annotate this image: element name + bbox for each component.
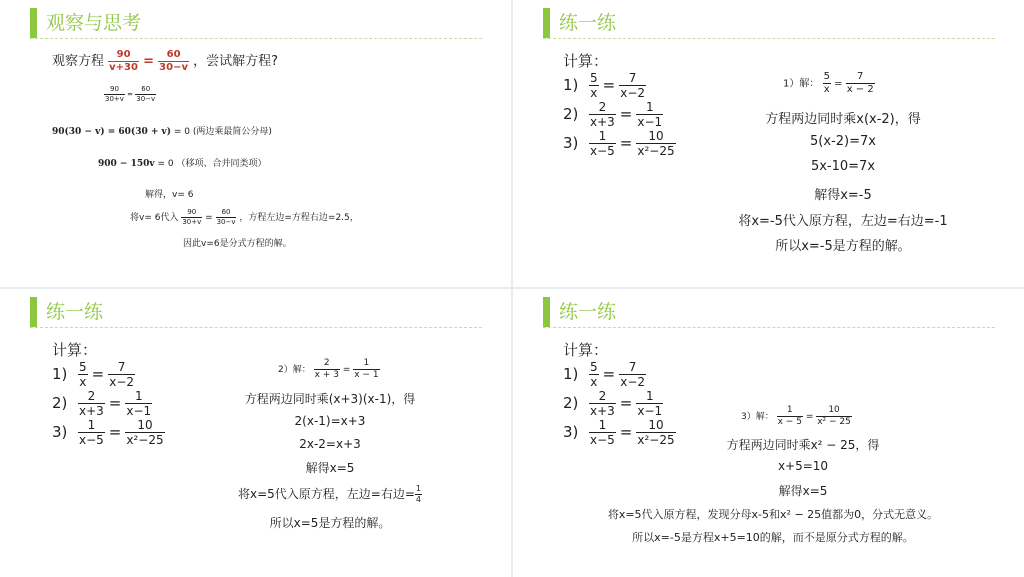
solution-header: 3）解： $\frac{1}{x - 5}$ = $\frac{10}{\text{x² − 25}}$ bbox=[741, 405, 851, 427]
exercise-item-2: 2) $\frac{2}{x+3}$ = $\frac{1}{x-1}$ bbox=[563, 100, 663, 129]
title-accent-bar bbox=[543, 297, 550, 327]
slide-practice-3 bbox=[513, 289, 1024, 577]
slide-practice-2 bbox=[0, 289, 511, 577]
title-divider bbox=[30, 38, 482, 39]
solution-line-5: 将x=5代入原方程，左边=右边= $\frac{1}{4}$ bbox=[238, 484, 421, 504]
exercise-item-2: 2) $\frac{2}{x+3}$ = $\frac{1}{x-1}$ bbox=[563, 389, 663, 418]
slide-title: 练一练 bbox=[46, 301, 104, 323]
intro-fraction-left: $\frac{90}{v+30}$ bbox=[109, 49, 138, 73]
intro-fraction-right: $\frac{60}{30-v}$ bbox=[159, 49, 188, 73]
exercise-item-3: 3) $\frac{1}{x-5}$ = $\frac{10}{\text{x²−25}}$ bbox=[52, 418, 164, 447]
slide-observe-think bbox=[0, 0, 511, 287]
solution-line-6: 所以x=5是方程的解。 bbox=[269, 516, 391, 530]
solution-line-1: 方程两边同时乘x(x-2)，得 bbox=[765, 112, 921, 127]
title-divider bbox=[30, 327, 482, 328]
solution-line-3: 解得x=5 bbox=[778, 484, 828, 498]
exercise-heading: 计算： bbox=[563, 52, 609, 70]
exercise-item-2: 2) $\frac{2}{x+3}$ = $\frac{1}{x-1}$ bbox=[52, 389, 152, 418]
solution-line-4: 解得x=-5 bbox=[814, 188, 872, 203]
slide-practice-1 bbox=[513, 0, 1024, 287]
step-solve: 解得，v= 6 bbox=[145, 190, 194, 200]
solution-line-3: 5x-10=7x bbox=[810, 159, 876, 174]
slide-title: 观察与思考 bbox=[46, 12, 142, 34]
exercise-item-3: 3) $\frac{1}{x-5}$ = $\frac{10}{\text{x²−25}}$ bbox=[563, 129, 675, 158]
equation-restated: $\frac{90}{30+v}$ = $\frac{60}{30-v}$ bbox=[105, 85, 156, 103]
solution-line-2: x+5=10 bbox=[777, 459, 829, 473]
solution-line-4: 解得x=5 bbox=[305, 461, 355, 475]
step-simplify: 900 − 150v = 0 （移项、合并同类项） bbox=[98, 159, 267, 169]
intro-question: 观察方程 $\frac{90}{v+30}$ = $\frac{60}{30-v}$ ，尝试解方程? bbox=[52, 49, 279, 73]
exercise-item-3: 3) $\frac{1}{x-5}$ = $\frac{10}{\text{x²−25}}$ bbox=[563, 418, 675, 447]
solution-line-6: 所以x=-5是方程的解。 bbox=[775, 239, 911, 254]
exercise-heading: 计算： bbox=[563, 341, 609, 359]
exercise-item-1: 1) $\frac{5}{x}$ = $\frac{7}{x-2}$ bbox=[563, 360, 646, 389]
solution-line-2: 5(x-2)=7x bbox=[810, 134, 876, 149]
title-accent-bar bbox=[30, 297, 37, 327]
title-divider bbox=[543, 327, 995, 328]
exercise-item-1: 1) $\frac{5}{x}$ = $\frac{7}{x-2}$ bbox=[563, 71, 646, 100]
solution-line-2: 2(x-1)=x+3 bbox=[294, 414, 366, 428]
step-multiply: 90(30 − v) = 60(30 + v) = 0 (两边乘最简公分母) bbox=[52, 127, 272, 137]
exercise-heading: 计算： bbox=[52, 341, 98, 359]
slide-title: 练一练 bbox=[559, 12, 617, 34]
step-check: 将v= 6代入 $\frac{90}{30+v}$ = $\frac{60}{30-v}$ ，方程左边=方程右边=2.5， bbox=[130, 208, 359, 226]
conclusion: 因此v=6是分式方程的解。 bbox=[183, 239, 292, 249]
solution-line-5: 将x=-5代入原方程，左边=右边=-1 bbox=[738, 214, 948, 229]
solution-line-4: 将x=5代入原方程，发现分母x-5和x² − 25值都为0，分式无意义。 bbox=[607, 508, 939, 521]
solution-line-3: 2x-2=x+3 bbox=[299, 437, 361, 451]
solution-header: 1）解： $\frac{5}{x}$ = $\frac{7}{x - 2}$ bbox=[783, 71, 874, 95]
title-accent-bar bbox=[30, 8, 37, 38]
solution-line-5: 所以x=-5是方程x+5=10的解，而不是原分式方程的解。 bbox=[632, 531, 914, 544]
solution-line-1: 方程两边同时乘(x+3)(x-1)，得 bbox=[244, 392, 416, 406]
solution-line-1: 方程两边同时乘x² − 25，得 bbox=[726, 438, 880, 452]
solution-header: 2）解： $\frac{2}{x + 3}$ = $\frac{1}{x - 1}$ bbox=[278, 358, 379, 380]
slide-title: 练一练 bbox=[559, 301, 617, 323]
exercise-item-1: 1) $\frac{5}{x}$ = $\frac{7}{x-2}$ bbox=[52, 360, 135, 389]
title-divider bbox=[543, 38, 995, 39]
title-accent-bar bbox=[543, 8, 550, 38]
